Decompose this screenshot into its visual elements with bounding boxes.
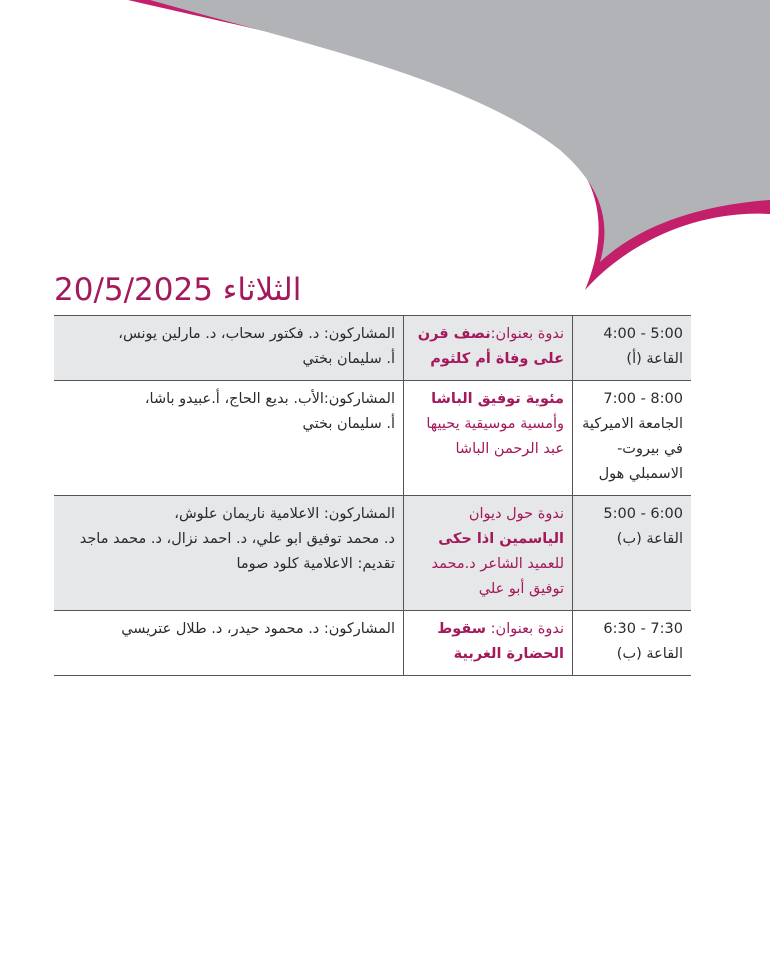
event-title: سقوط الحضارة الغربية	[437, 621, 564, 662]
event-cell	[404, 381, 573, 496]
event-description: وأمسية موسيقية يحييها عبد الرحمن الباشا	[426, 416, 564, 457]
table-row	[54, 381, 691, 496]
time-range: 4:00 - 5:00	[603, 326, 683, 342]
schedule-table	[54, 315, 691, 676]
time-cell	[573, 496, 692, 611]
participants-cell	[54, 316, 404, 381]
participants-line: أ. سليمان بختي	[302, 416, 395, 432]
venue: القاعة (ب)	[616, 531, 683, 547]
time-cell	[573, 316, 692, 381]
venue: الجامعة الاميركية في بيروت-الاسمبلي هول	[582, 416, 683, 482]
participants-cell	[54, 611, 404, 676]
time-range: 7:00 - 8:00	[603, 391, 683, 407]
time-cell	[573, 381, 692, 496]
table-row	[54, 611, 691, 676]
event-title: نصف قرن على وفاة أم كلثوم	[417, 326, 564, 367]
page-title: الثلاثاء 20/5/2025	[54, 272, 302, 308]
participants-line: المشاركون: د. فكتور سحاب، د. مارلين يونس،	[118, 326, 395, 342]
participants-line: المشاركون: د. محمود حيدر، د. طلال عتريسي	[121, 621, 395, 637]
event-title: الياسمين اذا حكى	[438, 531, 564, 547]
participants-line: المشاركون:الأب. بديع الحاج، أ.عبيدو باشا،	[144, 391, 395, 407]
table-row	[54, 316, 691, 381]
event-title: مئوية توفيق الباشا	[431, 391, 564, 407]
time-range: 6:30 - 7:30	[603, 621, 683, 637]
event-prefix: ندوة بعنوان:	[490, 621, 564, 637]
table-row	[54, 496, 691, 611]
event-prefix: ندوة بعنوان:	[490, 326, 564, 342]
participants-line: أ. سليمان بختي	[302, 351, 395, 367]
participants-line: تقديم: الاعلامية كلود صوما	[236, 556, 395, 572]
time-cell	[573, 611, 692, 676]
time-range: 5:00 - 6:00	[603, 506, 683, 522]
event-cell	[404, 611, 573, 676]
venue: القاعة (ب)	[616, 646, 683, 662]
event-description: للعميد الشاعر د.محمد توفيق أبو علي	[431, 556, 564, 597]
participants-cell	[54, 381, 404, 496]
event-prefix: ندوة حول ديوان	[468, 506, 564, 522]
page-curl-decoration	[0, 0, 770, 300]
venue: القاعة (أ)	[626, 351, 683, 367]
participants-cell	[54, 496, 404, 611]
participants-line: د. محمد توفيق ابو علي، د. احمد نزال، د. محمد ماجد	[79, 531, 395, 547]
event-cell	[404, 496, 573, 611]
event-cell	[404, 316, 573, 381]
participants-line: المشاركون: الاعلامية ناريمان علوش،	[174, 506, 395, 522]
